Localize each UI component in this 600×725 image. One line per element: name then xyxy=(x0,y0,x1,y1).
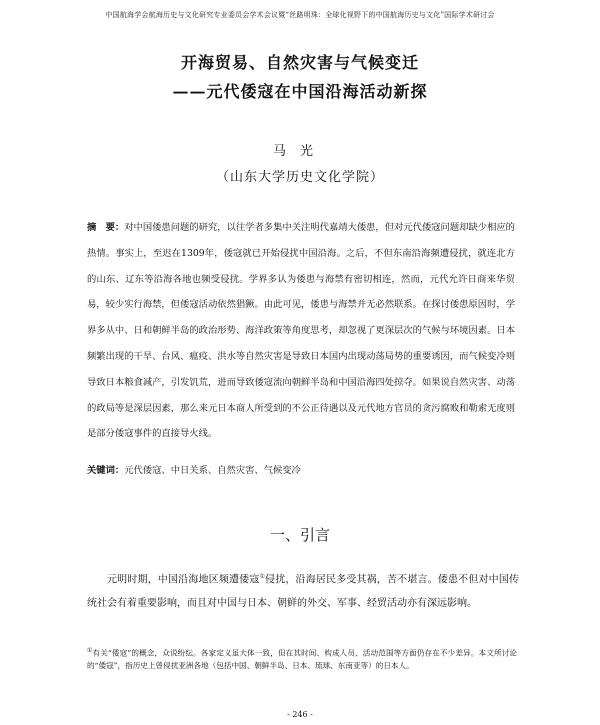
body-text-part2: 侵扰，沿海居民多受其祸，苦不堪言。倭患不但对中国传统社会有着重要影响，而且对中国与日本、朝鲜的外交、军事、经贸活动亦有深远影响。 xyxy=(87,574,519,610)
footnote-text: 有关“倭寇”的概念，众说纷纭。各家定义虽大体一致，但在其时间、构成人员、活动范围等方面仍存在不少差异。本文所讨论的“倭寇”，指历史上曾侵扰亚洲各地（包括中国、朝鲜半岛、日本、琉球、东南亚等）的日本人。 xyxy=(87,648,517,670)
abstract xyxy=(87,215,515,447)
author-name: 马光 xyxy=(272,144,327,159)
abstract-label: 摘 要： xyxy=(87,222,125,233)
footnote xyxy=(87,645,517,672)
keywords xyxy=(87,464,515,478)
abstract-text: 对中国倭患问题的研究，以往学者多集中关注明代嘉靖大倭患，但对元代倭寇问题却缺少相应的热情。事实上，至迟在1309年，倭寇就已开始侵扰中国沿海。之后，不但东南沿海频遭侵扰，就连北方的山东、辽东等沿海各地也频受侵扰。学界多认为倭患与海禁有密切相连，然而，元代允许日商来华贸易，较少实行海禁，但倭寇活动依然猖獗。由此可见，倭患与海禁并无必然联系。在探讨倭患原因时，学界多从中、日和朝鲜半岛的政治形势、海洋政策等角度思考，却忽视了更深层次的气候与环境因素。日本频繁出现的干旱、台风、瘟疫、洪水等自然灾害是导致日本国内出现动荡局势的重要诱因，而气候变冷则导致日本粮食减产，引发饥荒，进而导致倭寇流向朝鲜半岛和中国沿海四处掠夺。如果说自然灾害、动荡的政局等是深层因素，那么来元日本商人所受到的不公正待遇以及元代地方官员的贪污腐败和勒索无度则是部分倭寇事件的直接导火线。 xyxy=(87,222,515,440)
keywords-text: 元代倭寇、中日关系、自然灾害、气候变冷 xyxy=(124,465,301,476)
running-header: 中国航海学会航海历史与文化研究专业委员会学术会议暨“丝路明珠：全球化视野下的中国航海历史与文化”国际学术研讨会 xyxy=(105,11,495,19)
body-paragraph xyxy=(87,565,519,616)
keywords-label: 关键词： xyxy=(87,465,125,476)
footnote-marker: ① xyxy=(87,647,93,654)
page-number: - 246 - xyxy=(287,710,313,719)
body-text-part1: 元明时期，中国沿海地区频遭倭寇 xyxy=(107,574,260,586)
footnote-ref[interactable]: ① xyxy=(259,573,266,580)
author-affiliation: （山东大学历史文化学院） xyxy=(215,170,384,185)
section-heading-introduction: 一、引言 xyxy=(269,526,330,544)
paper-title: 开海贸易、自然灾害与气候变迁 xyxy=(180,53,419,72)
paper-subtitle: ——元代倭寇在中国沿海活动新探 xyxy=(172,82,428,101)
